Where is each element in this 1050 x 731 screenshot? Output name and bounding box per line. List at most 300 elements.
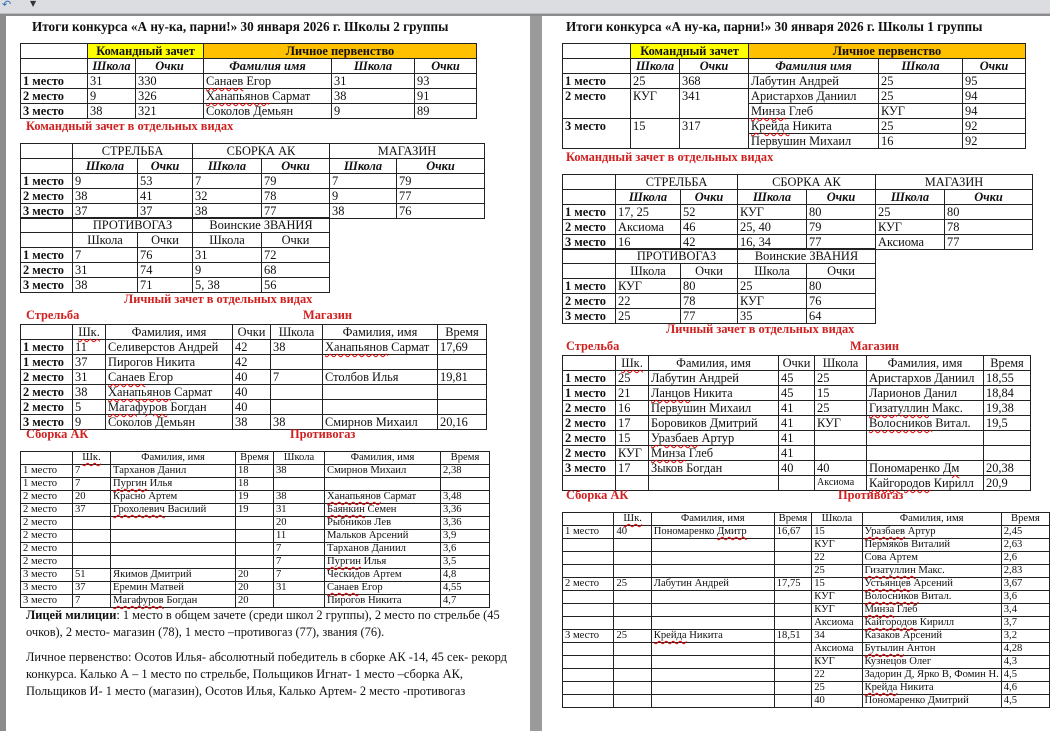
value-cell: Кайгородов Кирилл (862, 617, 1001, 630)
column-header (563, 356, 616, 371)
header-row (563, 356, 1031, 371)
spellcheck-mark: Кайгородов (864, 617, 918, 628)
value-cell: Пономаренко Дм (867, 461, 984, 476)
value-cell: 37 (138, 204, 193, 219)
value-cell: 38 (73, 278, 138, 293)
value-cell (651, 617, 774, 630)
column-header: Время (1001, 513, 1049, 526)
table-row (563, 591, 1050, 604)
value-cell: Задорин Д, Ярко В, Фомин Н. (862, 669, 1001, 682)
value-cell (774, 643, 812, 656)
header-row (21, 325, 487, 340)
place-cell: 1 место (563, 526, 614, 539)
value-cell: 3,67 (1001, 578, 1049, 591)
table-row (21, 569, 490, 582)
value-cell: 7 (73, 465, 111, 478)
value-cell: Крейда Никита (862, 682, 1001, 695)
column-header: Фамилия, имя (651, 513, 774, 526)
table-row (563, 630, 1050, 643)
value-cell (779, 476, 815, 491)
value-cell: 77 (262, 204, 330, 219)
table-row (21, 530, 490, 543)
value-cell: 21 (616, 386, 649, 401)
value-cell: Пургин Илья (325, 556, 441, 569)
table-row (21, 478, 490, 491)
value-cell: 7 (274, 569, 325, 582)
spellcheck-mark: Уразбаев (651, 431, 699, 445)
value-cell (73, 530, 111, 543)
spellcheck-mark: Гизатуллин (869, 401, 929, 415)
table-row (563, 578, 1050, 591)
value-cell: Еремин Матвей (111, 582, 236, 595)
value-cell (774, 695, 812, 708)
value-cell: 38 (271, 415, 323, 430)
team-header: Командный зачет (88, 44, 204, 59)
value-cell (236, 530, 274, 543)
value-cell (774, 604, 812, 617)
value-cell (323, 400, 438, 415)
place-cell (563, 134, 631, 149)
value-cell: 80 (945, 205, 1033, 220)
team-points-cell: 368 (680, 74, 749, 89)
spellcheck-mark: Ханапьянов (108, 385, 172, 399)
value-cell: 38 (233, 415, 271, 430)
value-cell (614, 643, 651, 656)
place-cell (563, 669, 614, 682)
summary-table: Командный зачет Личное первенство Школа Очки Фамилия имя Школа Очки 1 место 31 330 Санаев Егор 31 93 2 место 9 326 Ханапьянов Сармат 38 91 3 место 38 321 Соколов Демьян 9 89 (20, 43, 477, 119)
value-cell: КУГ (738, 205, 807, 220)
value-cell: 38 (73, 189, 138, 204)
value-cell: Сова Артем (862, 552, 1001, 565)
table-row (563, 552, 1050, 565)
table-row (21, 491, 490, 504)
value-cell: 42 (233, 355, 271, 370)
team-points-cell: 341 (680, 89, 749, 104)
value-cell: 3,6 (441, 543, 490, 556)
place-cell: 2 место (21, 517, 73, 530)
place-cell: 1 место (563, 386, 616, 401)
place-cell (563, 104, 631, 119)
value-cell: 25 (876, 205, 945, 220)
table-row (563, 682, 1050, 695)
column-header: Фамилия, имя (323, 325, 438, 340)
personal-table-1 (562, 355, 1031, 491)
value-cell (651, 604, 774, 617)
place-cell: 2 место (563, 416, 616, 431)
event-label-gasmask: Противогаз (838, 488, 904, 502)
value-cell (111, 530, 236, 543)
column-header: Шк. (616, 356, 649, 371)
name-cell: Первушин Михаил (749, 134, 879, 149)
points-cell: 94 (963, 104, 1026, 119)
value-cell (651, 643, 774, 656)
place-cell: 1 место (21, 174, 73, 189)
table-row (563, 604, 1050, 617)
value-cell (325, 478, 441, 491)
value-cell (774, 656, 812, 669)
column-header: Время (441, 452, 490, 465)
value-cell: 37 (73, 355, 106, 370)
value-cell (236, 556, 274, 569)
value-cell: Красно Артем (111, 491, 236, 504)
value-cell: 37 (73, 504, 111, 517)
value-cell (73, 517, 111, 530)
place-cell: 1 место (21, 340, 73, 355)
value-cell (73, 556, 111, 569)
place-cell (563, 617, 614, 630)
value-cell: 4,8 (441, 569, 490, 582)
spellcheck-mark: Санаев (206, 74, 244, 88)
value-cell: 5, 38 (193, 278, 262, 293)
value-cell: 4,5 (1001, 669, 1049, 682)
team-events-table-2: ПРОТИВОГАЗ Воинские ЗВАНИЯ Школа Очки Школа Очки 1 место КУГ 80 25 80 2 место 22 78 КУГ 76 3 место 25 77 35 64 (562, 248, 876, 324)
value-cell (614, 565, 651, 578)
page-title: Итоги конкурса «А ну-ка, парни!» 30 января 2026 г. Школы 2 группы (32, 19, 449, 34)
spellcheck-mark: Волосников (869, 416, 933, 430)
spellcheck-mark: Грохолевич (113, 504, 165, 515)
team-events-table-1: СТРЕЛЬБА СБОРКА АК МАГАЗИН Школа Очки Школа Очки Школа Очки 1 место 9 53 7 79 7 79 2 место 38 41 32 78 9 77 3 место 37 37 38 77 38 76 (20, 143, 485, 219)
value-cell: 68 (262, 263, 330, 278)
value-cell: 25 (812, 682, 862, 695)
place-cell: 2 место (563, 431, 616, 446)
column-header: Фамилия, имя (111, 452, 236, 465)
place-cell: 3 место (21, 582, 73, 595)
value-cell (111, 556, 236, 569)
table-row (563, 617, 1050, 630)
value-cell: 38 (274, 465, 325, 478)
column-header: Очки (233, 325, 271, 340)
value-cell: Боровиков Дмитрий (649, 416, 779, 431)
place-cell (563, 656, 614, 669)
value-cell: 40 (233, 370, 271, 385)
value-cell: 38 (271, 340, 323, 355)
value-cell (651, 695, 774, 708)
value-cell: 31 (193, 248, 262, 263)
value-cell: 16 (616, 235, 681, 250)
value-cell: 40 (233, 400, 271, 415)
value-cell (111, 517, 236, 530)
value-cell: 15 (616, 431, 649, 446)
value-cell (815, 446, 867, 461)
value-cell: 7 (274, 543, 325, 556)
value-cell: Пономаренко Дмитрий (862, 695, 1001, 708)
value-cell (984, 431, 1031, 446)
value-cell: 22 (812, 552, 862, 565)
note-paragraph-1: Лицей милиции: 1 место в общем зачете (среди школ 2 группы), 2 место по стрельбе (45 очков), 2 место- магазин (78), 1 место –противогаз (77), звания (76). (26, 608, 500, 639)
value-cell: 38 (274, 491, 325, 504)
value-cell (984, 446, 1031, 461)
place-cell (563, 539, 614, 552)
value-cell: 4,5 (1001, 695, 1049, 708)
value-cell (614, 539, 651, 552)
value-cell: 72 (262, 248, 330, 263)
value-cell: 7 (330, 174, 397, 189)
spellcheck-mark: Санаев (108, 370, 146, 384)
value-cell: 71 (138, 278, 193, 293)
value-cell (651, 669, 774, 682)
place-cell: 3 место (563, 461, 616, 476)
value-cell: 32 (193, 189, 262, 204)
table-row (21, 189, 485, 204)
value-cell: 25 (812, 565, 862, 578)
header-row (21, 452, 490, 465)
value-cell: Аксиома (616, 220, 681, 235)
value-cell: Соколов Демьян (106, 415, 233, 430)
table-row (21, 370, 487, 385)
value-cell: 79 (262, 174, 330, 189)
value-cell: 76 (807, 294, 876, 309)
value-cell: Аксиома (812, 643, 862, 656)
value-cell (271, 385, 323, 400)
value-cell: Первушин Михаил (649, 401, 779, 416)
table-row (563, 104, 1026, 119)
personal-table-2 (562, 512, 1050, 708)
page-title: Итоги конкурса «А ну-ка, парни!» 30 января 2026 г. Школы 1 группы (566, 19, 983, 34)
place-cell: 3 место (21, 595, 73, 608)
value-cell: КУГ (876, 220, 945, 235)
value-cell: 77 (807, 235, 876, 250)
place-cell: 2 место (21, 491, 73, 504)
place-cell: 2 место (21, 543, 73, 556)
table-row: 2 место 9 326 Ханапьянов Сармат 38 91 (21, 89, 477, 104)
spellcheck-mark: Ланцов (651, 386, 691, 400)
value-cell: 41 (138, 189, 193, 204)
event-label-magazine: Магазин (303, 308, 352, 322)
value-cell: Ханапьянов Сармат (106, 385, 233, 400)
event-label-ak: Сборка АК (26, 427, 89, 441)
column-header: Фамилия, имя (649, 356, 779, 371)
table-row (563, 89, 1026, 104)
table-row (563, 446, 1031, 461)
column-header: Время (984, 356, 1031, 371)
team-school-cell: 15 (631, 119, 680, 134)
value-cell: 25, 40 (738, 220, 807, 235)
toolbar (0, 0, 1050, 14)
value-cell: 31 (73, 370, 106, 385)
value-cell: 42 (233, 340, 271, 355)
value-cell (614, 669, 651, 682)
value-cell: 40 (812, 695, 862, 708)
value-cell: 74 (138, 263, 193, 278)
personal-header: Личное первенство (749, 44, 1026, 59)
table-row (563, 371, 1031, 386)
value-cell: 7 (274, 556, 325, 569)
caret-down-icon[interactable]: ▼ (30, 0, 37, 8)
spellcheck-mark: Ханапьянов (206, 89, 270, 103)
value-cell: 53 (138, 174, 193, 189)
value-cell: 16, 34 (738, 235, 807, 250)
value-cell: 34 (812, 630, 862, 643)
value-cell: 25 (614, 578, 651, 591)
value-cell: Волосников Витал. (867, 416, 984, 431)
value-cell (774, 591, 812, 604)
value-cell: 4,28 (1001, 643, 1049, 656)
column-header: Время (236, 452, 274, 465)
value-cell: Столбов Илья (323, 370, 438, 385)
value-cell: 41 (779, 416, 815, 431)
value-cell: 45 (779, 386, 815, 401)
table-row (21, 582, 490, 595)
value-cell: 7 (73, 478, 111, 491)
place-cell: 3 место (21, 569, 73, 582)
table-row (21, 340, 487, 355)
value-cell: Волосников Витал. (862, 591, 1001, 604)
value-cell: Пономаренко Дмитр (651, 526, 774, 539)
place-cell: 1 место (21, 355, 73, 370)
value-cell (815, 431, 867, 446)
document-page-left (6, 16, 530, 731)
value-cell (867, 446, 984, 461)
value-cell: 4,3 (1001, 656, 1049, 669)
value-cell: 20 (274, 517, 325, 530)
value-cell: Уразбаев Артур (649, 431, 779, 446)
points-cell: 94 (963, 89, 1026, 104)
team-school-cell: 25 (631, 74, 680, 89)
value-cell: Тарханов Данил (111, 465, 236, 478)
value-cell (236, 543, 274, 556)
value-cell: 17, 25 (616, 205, 681, 220)
value-cell (651, 539, 774, 552)
table-row (21, 385, 487, 400)
column-header: Фамилия, имя (867, 356, 984, 371)
place-cell (563, 643, 614, 656)
spellcheck-mark: Баянкин (327, 504, 365, 515)
place-cell: 2 место (21, 504, 73, 517)
personal-table-1 (20, 324, 487, 430)
value-cell (236, 517, 274, 530)
value-cell: 19,81 (438, 370, 487, 385)
value-cell: Пирогов Никита (106, 355, 233, 370)
value-cell: 25 (616, 309, 681, 324)
value-cell (614, 617, 651, 630)
value-cell: 40 (815, 461, 867, 476)
value-cell: 42 (681, 235, 738, 250)
spellcheck-mark: Дм (943, 461, 960, 475)
value-cell: 22 (812, 669, 862, 682)
value-cell: 18 (236, 465, 274, 478)
school-cell: КУГ (879, 104, 963, 119)
value-cell: 19 (236, 504, 274, 517)
place-cell (563, 591, 614, 604)
event-label-ak: Сборка АК (566, 488, 629, 502)
value-cell: КУГ (812, 591, 862, 604)
value-cell: 19,38 (984, 401, 1031, 416)
value-cell: Пирогов Никита (325, 595, 441, 608)
value-cell (774, 539, 812, 552)
value-cell: Пургин Илья (111, 478, 236, 491)
table-row (563, 565, 1050, 578)
table-row (21, 174, 485, 189)
place-cell: 2 место (563, 578, 614, 591)
value-cell: 9 (73, 174, 138, 189)
section-heading: Командный зачет в отдельных видах (26, 119, 234, 133)
table-row (563, 461, 1031, 476)
value-cell: 25 (815, 371, 867, 386)
place-cell: 3 место (21, 415, 73, 430)
place-cell: 2 место (21, 530, 73, 543)
value-cell: 77 (681, 309, 738, 324)
value-cell: Устьянцев Арсений (862, 578, 1001, 591)
table-row (563, 539, 1050, 552)
spellcheck-mark: Ханапьянов (325, 340, 389, 354)
value-cell: 4,6 (1001, 682, 1049, 695)
value-cell: Бутылин Антон (862, 643, 1001, 656)
value-cell: 38 (330, 204, 397, 219)
table-row (563, 526, 1050, 539)
value-cell: 7 (271, 370, 323, 385)
column-header: Шк. (73, 325, 106, 340)
place-cell: 2 место (563, 401, 616, 416)
name-cell: Лабутин Андрей (749, 74, 879, 89)
value-cell: 45 (779, 371, 815, 386)
place-cell: 2 место (21, 263, 73, 278)
value-cell: КУГ (738, 294, 807, 309)
value-cell: 77 (945, 235, 1033, 250)
column-header: Время (438, 325, 487, 340)
value-cell (614, 695, 651, 708)
value-cell (323, 385, 438, 400)
column-header: Школа (274, 452, 325, 465)
table-row (563, 431, 1031, 446)
school-cell: 25 (879, 89, 963, 104)
place-cell (563, 604, 614, 617)
spellcheck-mark: Крейда (653, 630, 687, 641)
table-row (21, 278, 330, 293)
value-cell: 3,2 (1001, 630, 1049, 643)
value-cell: КУГ (616, 279, 681, 294)
table-row (563, 416, 1031, 431)
value-cell: 3,36 (441, 517, 490, 530)
team-school-cell (631, 104, 680, 119)
value-cell: 35 (738, 309, 807, 324)
value-cell: 17 (616, 416, 649, 431)
spellcheck-mark: Крейда (864, 682, 898, 693)
value-cell: 25 (614, 630, 651, 643)
value-cell: Минза Глеб (649, 446, 779, 461)
table-row (21, 504, 490, 517)
value-cell: Санаев Егор (106, 370, 233, 385)
section-heading: Командный зачет в отдельных видах (566, 150, 774, 164)
value-cell (651, 656, 774, 669)
value-cell: Лабутин Андрей (649, 371, 779, 386)
team-school-cell: КУГ (631, 89, 680, 104)
place-cell: 1 место (563, 205, 616, 220)
value-cell: 7 (73, 248, 138, 263)
value-cell: 11 (73, 340, 106, 355)
value-cell: 80 (807, 205, 876, 220)
value-cell (649, 476, 779, 491)
value-cell (651, 591, 774, 604)
value-cell: 18,55 (984, 371, 1031, 386)
value-cell: 7 (73, 595, 111, 608)
value-cell: 41 (779, 431, 815, 446)
value-cell (774, 682, 812, 695)
school-cell: 16 (879, 134, 963, 149)
value-cell: 41 (779, 446, 815, 461)
value-cell: 2,83 (1001, 565, 1049, 578)
value-cell (651, 565, 774, 578)
place-cell: 3 место (21, 278, 73, 293)
value-cell (614, 656, 651, 669)
value-cell: Кузнецов Олег (862, 656, 1001, 669)
place-cell: 2 место (563, 220, 616, 235)
value-cell: Ческидов Артем (325, 569, 441, 582)
value-cell (111, 543, 236, 556)
value-cell: 40 (233, 385, 271, 400)
value-cell: 25 (738, 279, 807, 294)
value-cell: 15 (815, 386, 867, 401)
undo-icon[interactable]: ↶ (2, 0, 12, 11)
